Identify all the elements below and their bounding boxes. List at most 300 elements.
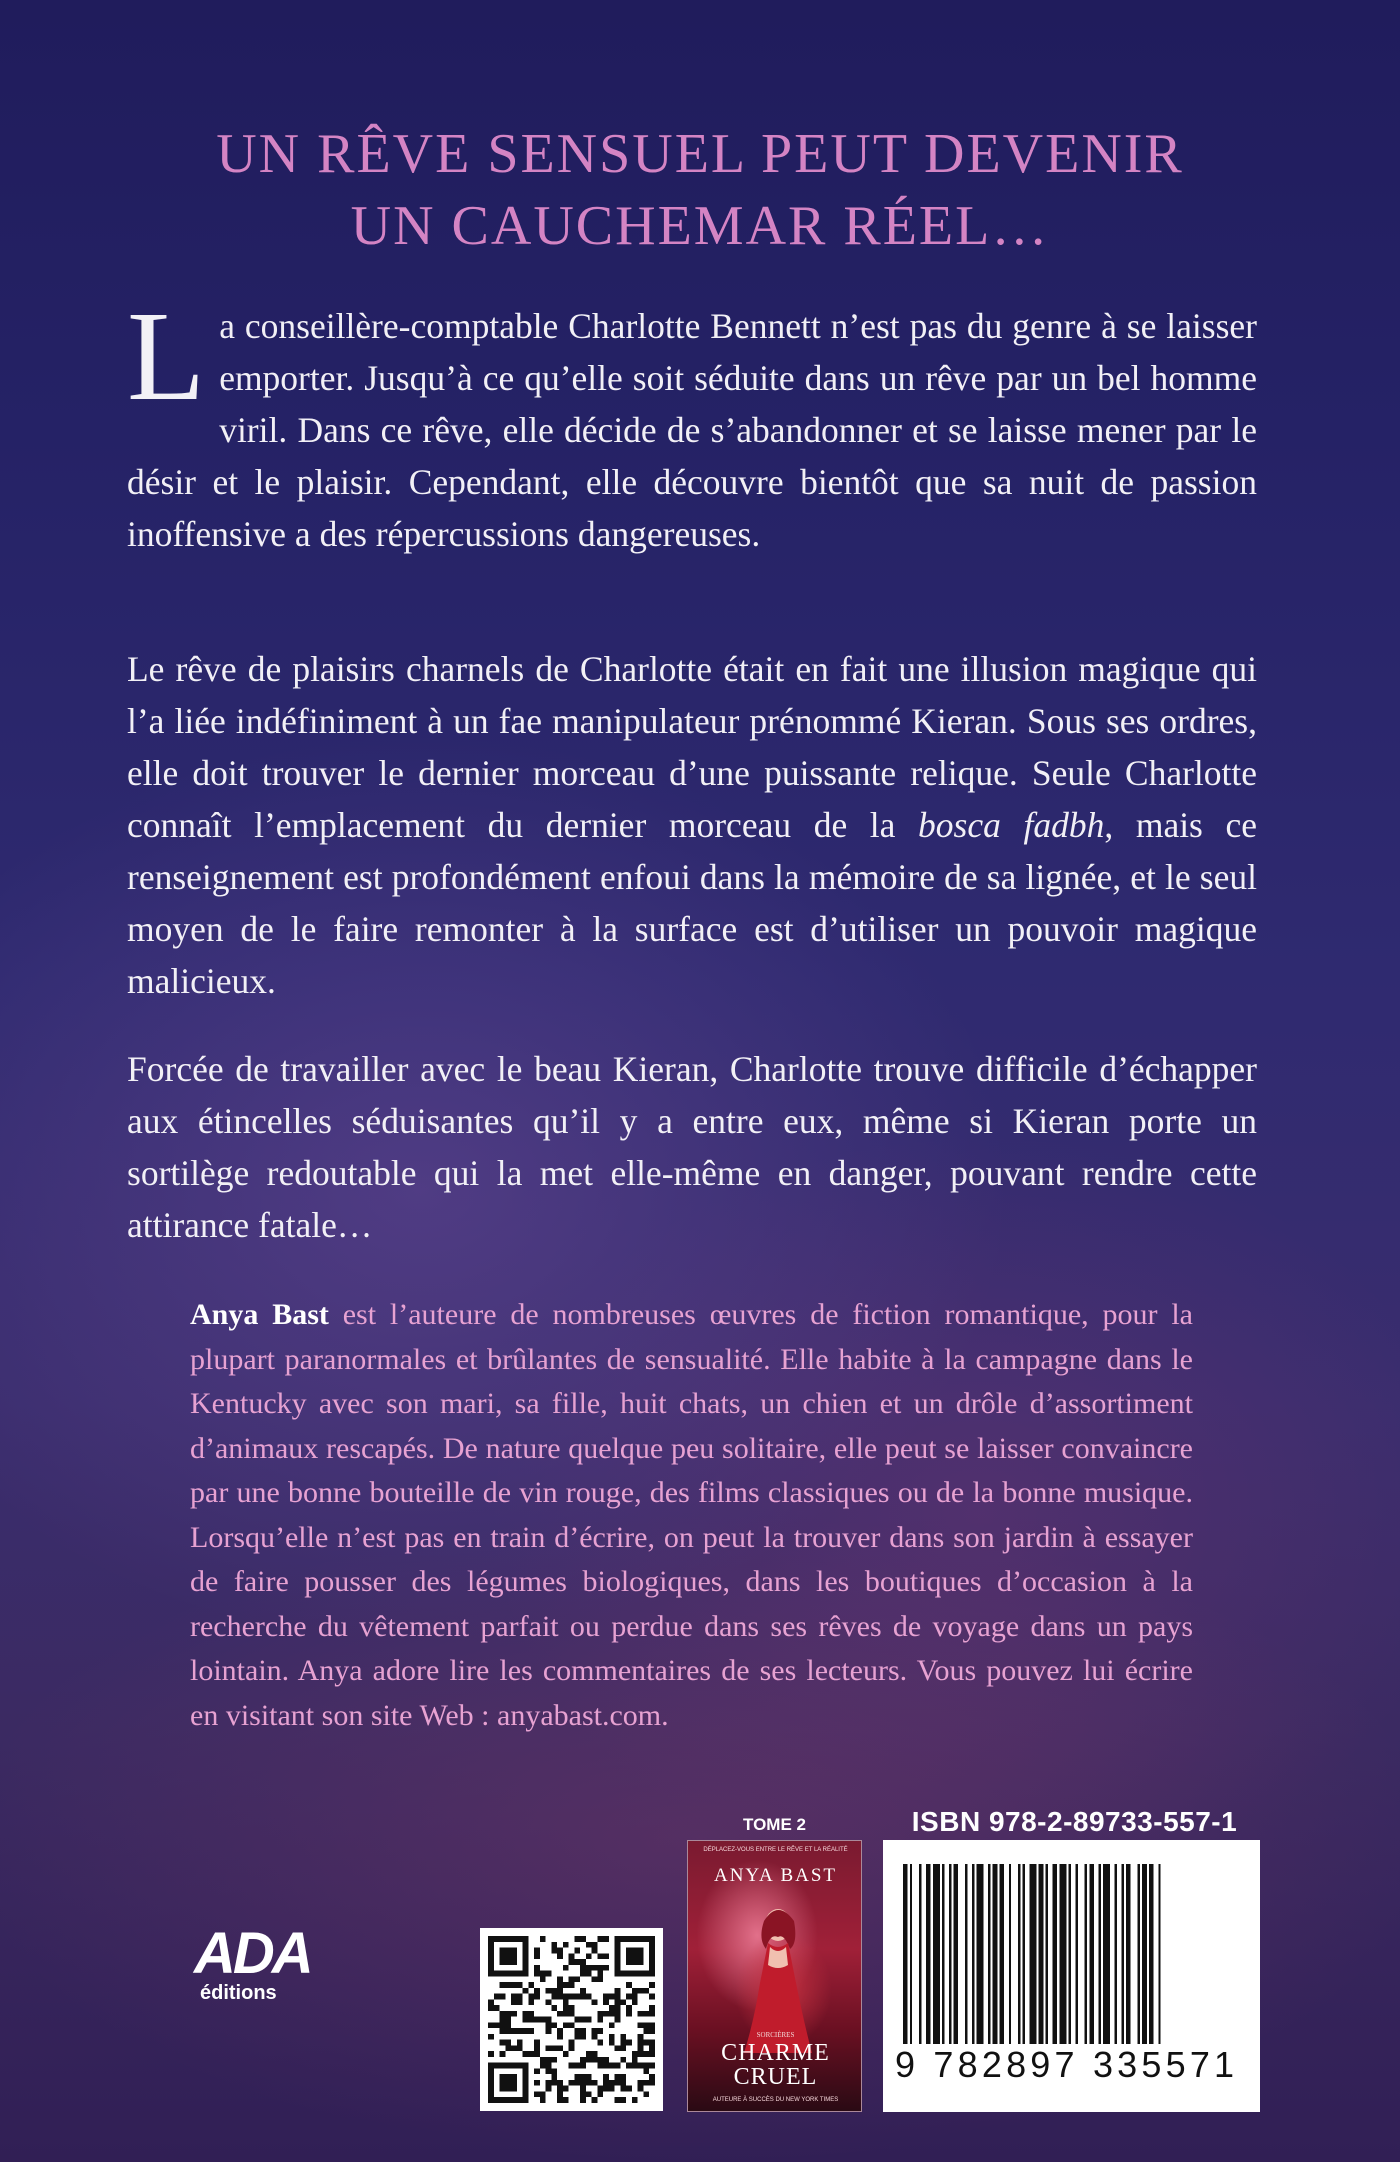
qr-module (500, 2022, 506, 2028)
qr-module (528, 1994, 534, 2000)
qr-module (592, 1965, 598, 1971)
qr-module (517, 2040, 523, 2046)
qr-module (632, 1959, 638, 1965)
qr-module (638, 2080, 644, 2086)
qr-module (597, 2057, 603, 2063)
synopsis-paragraph-1-text: a conseillère-comptable Charlotte Bennett n’est pas du genre à se laisser emporter. Jusqu’à ce qu’elle soit séduite dans un rêve par un bel homme viril. Dans ce rêve, elle décide de s’abandonner et se laisse mener par le désir et le plaisir. Cependant, elle découvre bientôt que sa nuit de passion inoffensive a des répercussions dangereuses. (127, 306, 1257, 554)
qr-module (574, 1936, 580, 1942)
qr-module (500, 2080, 506, 2086)
qr-module (620, 2045, 626, 2051)
qr-module (609, 2022, 615, 2028)
qr-module (586, 1994, 592, 2000)
barcode-bar (1069, 1864, 1071, 2044)
qr-module (597, 2063, 603, 2069)
qr-module (569, 2022, 575, 2028)
qr-module (494, 2097, 500, 2103)
qr-module (534, 2080, 540, 2086)
qr-module (620, 2057, 626, 2063)
qr-module (597, 1936, 603, 1942)
qr-module (638, 1988, 644, 1994)
qr-module (500, 1936, 506, 1942)
barcode-bar (1115, 1864, 1117, 2044)
qr-module (615, 2080, 621, 2086)
isbn-label: ISBN 978-2-89733-557-1 (911, 1806, 1238, 1837)
qr-module (626, 2086, 632, 2092)
qr-module (557, 1953, 563, 1959)
barcode (883, 1840, 1260, 2112)
qr-module (494, 1936, 500, 1942)
qr-module (523, 1971, 529, 1977)
qr-module (615, 2074, 621, 2080)
qr-code-icon (480, 1928, 663, 2111)
qr-module (523, 2017, 529, 2023)
qr-module (574, 2063, 580, 2069)
qr-module (505, 2028, 511, 2034)
qr-module (638, 1948, 644, 1954)
thumbnail-title (688, 2041, 862, 2089)
qr-module (546, 2045, 552, 2051)
drop-cap: L (127, 285, 206, 427)
qr-module (580, 2091, 586, 2097)
publisher-logo (194, 1921, 324, 2005)
qr-module (586, 1971, 592, 1977)
qr-module (505, 1953, 511, 1959)
qr-module (638, 2034, 644, 2040)
barcode-bar (1103, 1864, 1110, 2044)
qr-module (563, 2011, 569, 2017)
qr-module (505, 2045, 511, 2051)
qr-module (580, 2097, 586, 2103)
qr-module (511, 1999, 517, 2005)
qr-module (580, 1936, 586, 1942)
qr-module (603, 1965, 609, 1971)
qr-module (505, 1971, 511, 1977)
qr-module (603, 2086, 609, 2092)
qr-module (615, 1948, 621, 1954)
qr-module (643, 1971, 649, 1977)
qr-module (488, 1959, 494, 1965)
qr-module (638, 2051, 644, 2057)
qr-module (523, 2063, 529, 2069)
qr-module (580, 2057, 586, 2063)
qr-module (517, 1936, 523, 1942)
qr-module (511, 1948, 517, 1954)
qr-module (488, 1948, 494, 1954)
qr-module (500, 2028, 506, 2034)
qr-module (557, 2045, 563, 2051)
qr-module (557, 2011, 563, 2017)
thumbnail-title-line-1: CHARME (721, 2040, 830, 2066)
qr-module (643, 2028, 649, 2034)
qr-module (488, 2091, 494, 2097)
qr-module (615, 1959, 621, 1965)
qr-module (534, 2068, 540, 2074)
qr-module (592, 1948, 598, 1954)
qr-module (626, 2063, 632, 2069)
qr-module (632, 2097, 638, 2103)
qr-module (586, 1965, 592, 1971)
qr-module (563, 1994, 569, 2000)
qr-module (649, 1953, 655, 1959)
barcode-bar (1085, 1864, 1087, 2044)
qr-module (649, 2063, 655, 2069)
qr-module (609, 2086, 615, 2092)
qr-module (534, 1988, 540, 1994)
qr-module (540, 2057, 546, 2063)
qr-module (626, 1936, 632, 1942)
qr-module (615, 2005, 621, 2011)
qr-module (505, 2011, 511, 2017)
qr-module (609, 2040, 615, 2046)
qr-module (488, 2051, 494, 2057)
qr-module (540, 2097, 546, 2103)
qr-module (615, 1953, 621, 1959)
qr-module (551, 2057, 557, 2063)
qr-module (534, 2045, 540, 2051)
qr-module (546, 2028, 552, 2034)
qr-module (638, 1959, 644, 1965)
barcode-bar (1053, 1864, 1058, 2044)
qr-module (551, 1948, 557, 1954)
qr-module (620, 2034, 626, 2040)
qr-module (511, 2045, 517, 2051)
qr-module (500, 1948, 506, 1954)
qr-module (511, 1971, 517, 1977)
qr-module (586, 2057, 592, 2063)
qr-module (500, 2086, 506, 2092)
qr-module (523, 1948, 529, 1954)
qr-module (615, 1936, 621, 1942)
qr-module (620, 1971, 626, 1977)
qr-module (638, 2011, 644, 2017)
qr-module (488, 2086, 494, 2092)
qr-module (649, 2045, 655, 2051)
thumbnail-bottom-text: AUTEURE À SUCCÈS DU NEW YORK TIMES (712, 2097, 839, 2103)
qr-module (557, 1948, 563, 1954)
qr-module (517, 1999, 523, 2005)
qr-module (523, 1965, 529, 1971)
qr-module (638, 2045, 644, 2051)
qr-module (638, 1936, 644, 1942)
qr-module (569, 2045, 575, 2051)
qr-module (632, 1948, 638, 1954)
qr-module (597, 2028, 603, 2034)
qr-module (546, 1999, 552, 2005)
qr-module (540, 2063, 546, 2069)
qr-module (523, 2051, 529, 2057)
qr-module (649, 1965, 655, 1971)
qr-module (649, 2040, 655, 2046)
qr-module (649, 1936, 655, 1942)
qr-module (488, 1936, 494, 1942)
qr-module (574, 1959, 580, 1965)
qr-module (557, 2097, 563, 2103)
qr-module (615, 1942, 621, 1948)
thumbnail-series: SORCIÈRES (756, 2031, 795, 2039)
qr-module (574, 2080, 580, 2086)
qr-module (580, 2017, 586, 2023)
qr-module (586, 2080, 592, 2086)
qr-module (505, 2086, 511, 2092)
qr-module (517, 2045, 523, 2051)
qr-module (597, 2086, 603, 2092)
qr-module (580, 2063, 586, 2069)
qr-module (638, 2063, 644, 2069)
back-cover-headline (0, 118, 1400, 262)
qr-module (580, 1988, 586, 1994)
qr-module (494, 2005, 500, 2011)
qr-module (609, 2063, 615, 2069)
qr-module (615, 2045, 621, 2051)
qr-module (638, 2086, 644, 2092)
qr-module (551, 2074, 557, 2080)
qr-module (563, 1982, 569, 1988)
barcode-bar (1142, 1864, 1147, 2044)
qr-module (511, 1982, 517, 1988)
qr-module (528, 2011, 534, 2017)
qr-module (592, 2057, 598, 2063)
qr-module (563, 1942, 569, 1948)
qr-module (649, 2074, 655, 2080)
qr-module (500, 2051, 506, 2057)
barcode-bar (972, 1864, 974, 2044)
qr-module (511, 2086, 517, 2092)
qr-module (597, 1965, 603, 1971)
qr-module (546, 2057, 552, 2063)
barcode-bar (926, 1864, 931, 2044)
qr-module (551, 2068, 557, 2074)
qr-module (597, 2040, 603, 2046)
qr-module (511, 2028, 517, 2034)
qr-module (488, 1999, 494, 2005)
qr-module (534, 1948, 540, 1954)
qr-module (597, 1971, 603, 1977)
qr-module (643, 2063, 649, 2069)
synopsis-italic-term: bosca fadbh (918, 805, 1105, 845)
qr-module (615, 2011, 621, 2017)
qr-module (574, 2028, 580, 2034)
qr-module (540, 1936, 546, 1942)
synopsis-paragraph-1 (127, 285, 1257, 560)
qr-module (586, 1953, 592, 1959)
qr-module (500, 2097, 506, 2103)
qr-module (569, 1953, 575, 1959)
qr-module (505, 1936, 511, 1942)
qr-module (488, 2080, 494, 2086)
qr-module (609, 2005, 615, 2011)
qr-module (580, 1994, 586, 2000)
qr-module (626, 1953, 632, 1959)
qr-module (632, 2057, 638, 2063)
qr-module (563, 1965, 569, 1971)
qr-module (620, 2097, 626, 2103)
qr-module (638, 2022, 644, 2028)
qr-module (528, 2051, 534, 2057)
qr-module (632, 1999, 638, 2005)
barcode-bar (988, 1864, 990, 2044)
qr-module (620, 2080, 626, 2086)
qr-module (528, 1982, 534, 1988)
tome-label: TOME 2 (743, 1815, 806, 1834)
qr-module (551, 1994, 557, 2000)
qr-module (580, 2080, 586, 2086)
qr-module (649, 2080, 655, 2086)
qr-module (597, 2011, 603, 2017)
barcode-bar (949, 1864, 951, 2044)
qr-module (586, 2074, 592, 2080)
qr-module (632, 1988, 638, 1994)
qr-module (546, 2063, 552, 2069)
qr-module (488, 2022, 494, 2028)
qr-module (609, 2080, 615, 2086)
qr-module (534, 2017, 540, 2023)
qr-module (597, 1976, 603, 1982)
qr-module (523, 1959, 529, 1965)
qr-module (511, 1936, 517, 1942)
qr-module (546, 2022, 552, 2028)
qr-module (649, 1994, 655, 2000)
qr-module (523, 2097, 529, 2103)
qr-module (500, 2017, 506, 2023)
qr-module (488, 2034, 494, 2040)
qr-module (649, 2028, 655, 2034)
qr-module (540, 1971, 546, 1977)
qr-module (615, 1988, 621, 1994)
qr-module (517, 1994, 523, 2000)
qr-module (523, 2086, 529, 2092)
qr-module (586, 2051, 592, 2057)
qr-module (546, 1971, 552, 1977)
qr-module (488, 1965, 494, 1971)
qr-module (569, 2063, 575, 2069)
barcode-bar (1138, 1864, 1140, 2044)
qr-module (534, 2091, 540, 2097)
qr-module (592, 1942, 598, 1948)
barcode-bar (1089, 1864, 1094, 2044)
barcode-bar (1039, 1864, 1044, 2044)
qr-module (511, 2063, 517, 2069)
qr-module (574, 1976, 580, 1982)
qr-module (511, 2080, 517, 2086)
qr-module (632, 2051, 638, 2057)
qr-module (603, 1994, 609, 2000)
qr-module (609, 1994, 615, 2000)
qr-module (580, 1971, 586, 1977)
qr-module (517, 1971, 523, 1977)
qr-module (494, 2022, 500, 2028)
barcode-bar (1122, 1864, 1124, 2044)
author-name: Anya Bast (190, 1298, 329, 1331)
qr-module (580, 2074, 586, 2080)
qr-module (574, 2074, 580, 2080)
qr-module (511, 1953, 517, 1959)
qr-module (603, 1936, 609, 1942)
thumbnail-tagline: DÉPLACEZ-VOUS ENTRE LE RÊVE ET LA RÉALITÉ (703, 1847, 848, 1853)
barcode-bar (1018, 1864, 1020, 2044)
qr-module (551, 2005, 557, 2011)
qr-module (603, 2011, 609, 2017)
qr-module (632, 1953, 638, 1959)
qr-module (500, 2074, 506, 2080)
qr-module (505, 2022, 511, 2028)
barcode-bar (1158, 1864, 1160, 2044)
qr-module (534, 2040, 540, 2046)
qr-module (523, 2011, 529, 2017)
qr-module (592, 2028, 598, 2034)
qr-module (569, 1959, 575, 1965)
qr-module (557, 1988, 563, 1994)
qr-module (626, 2040, 632, 2046)
qr-module (620, 2074, 626, 2080)
qr-module (540, 1976, 546, 1982)
qr-module (649, 2011, 655, 2017)
qr-module (523, 2074, 529, 2080)
qr-module (500, 2063, 506, 2069)
qr-module (615, 1999, 621, 2005)
qr-module (643, 2051, 649, 2057)
qr-module (534, 1994, 540, 2000)
barcode-bar (1009, 1864, 1011, 2044)
qr-module (649, 1959, 655, 1965)
qr-module (574, 1948, 580, 1954)
barcode-bar (1149, 1864, 1154, 2044)
qr-module (574, 1994, 580, 2000)
qr-module (557, 1982, 563, 1988)
qr-module (500, 1971, 506, 1977)
qr-module (632, 1994, 638, 2000)
qr-module (574, 2017, 580, 2023)
qr-module (523, 2028, 529, 2034)
synopsis-paragraph-3: Forcée de travailler avec le beau Kieran, Charlotte trouve difficile d’échapper aux étincelles séduisantes qu’il y a entre eux, même si Kieran porte un sortilège redoutable qui la met elle-même en danger, pouvant rendre cette attirance fatale… (127, 1049, 1257, 1245)
qr-module (494, 1994, 500, 2000)
qr-module (603, 1999, 609, 2005)
qr-module (523, 1953, 529, 1959)
synopsis-paragraph-2-text-b: , mais ce renseignement est profondément enfoui dans la mémoire de sa lignée, et le seul moyen de le faire remonter à la surface est d’utiliser un pouvoir magique malicieux. (127, 805, 1258, 1001)
barcode-bar (910, 1864, 912, 2044)
qr-module (505, 2017, 511, 2023)
barcode-icon (903, 1864, 1240, 2044)
qr-module (569, 2040, 575, 2046)
qr-module (505, 1948, 511, 1954)
qr-module (563, 2097, 569, 2103)
qr-module (563, 2022, 569, 2028)
qr-module (511, 2074, 517, 2080)
barcode-bar (903, 1864, 908, 2044)
qr-module (609, 2011, 615, 2017)
qr-module (626, 2011, 632, 2017)
qr-module (626, 1948, 632, 1954)
qr-module (569, 1982, 575, 1988)
synopsis-paragraph-2 (127, 643, 1257, 1007)
qr-module (488, 1942, 494, 1948)
barcode-bar (942, 1864, 944, 2044)
publisher-logo-main: ADA (194, 1921, 311, 1986)
qr-module (649, 1942, 655, 1948)
qr-module (488, 1971, 494, 1977)
qr-module (557, 2091, 563, 2097)
qr-module (563, 2086, 569, 2092)
qr-module (500, 2011, 506, 2017)
qr-module (592, 2051, 598, 2057)
qr-module (563, 2051, 569, 2057)
qr-module (569, 1976, 575, 1982)
qr-module (643, 1988, 649, 1994)
qr-module (523, 2091, 529, 2097)
barcode-bar (1023, 1864, 1025, 2044)
qr-module (511, 1959, 517, 1965)
qr-module (569, 2005, 575, 2011)
qr-module (517, 2063, 523, 2069)
